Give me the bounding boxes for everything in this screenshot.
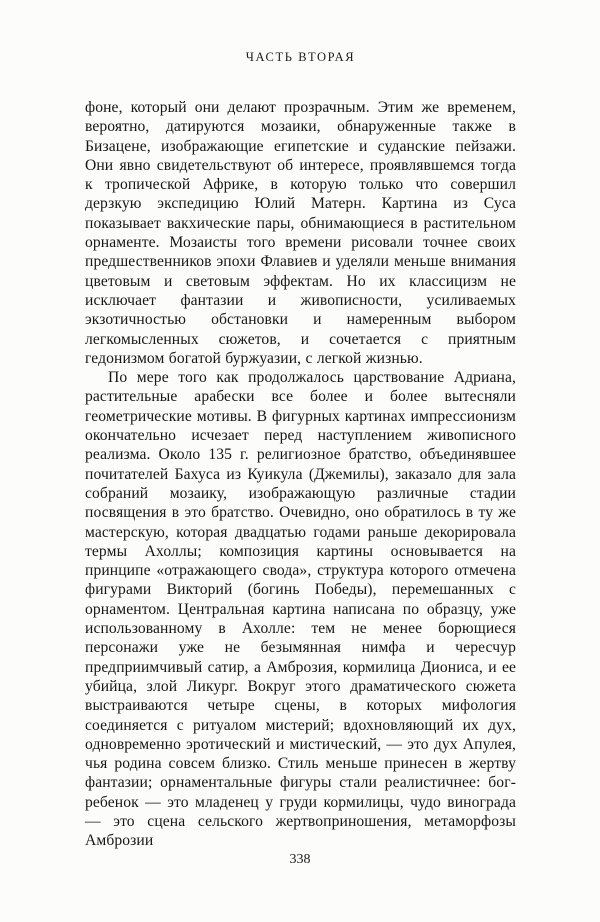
paragraph: фоне, который они делают прозрачным. Этим же временем, вероятно, датируются мозаики, обнаруженные также в Бизацене, изображающие египетские и суданские пейзажи. Они явно свидетельствуют об интересе, проявлявшемся тогда к тропической Африке, в которую только что совершил дерзкую экспедицию Юлий Матерн. Картина из Суса показывает вакхические пары, обнимающиеся в растительном орнаменте. Мозаисты того времени рисовали точнее своих предшественников эпохи Флавиев и уделяли меньше внимания цветовым и световым эффектам. Но их классицизм не исключает фантазии и живописности, усиливаемых экзотичностью обстановки и намеренным выбором легкомысленных сюжетов, и сочетается с приятным гедонизмом богатой буржуазии, с легкой жизнью. xyxy=(85,99,516,367)
page-number: 338 xyxy=(289,852,311,867)
paragraph: По мере того как продолжалось царствование Адриана, растительные арабески все более и более вытесняли геометрические мотивы. В фигурных картинах импрессионизм окончательно исчезает перед наступлением живописного реализма. Около 135 г. религиозное братство, объединявшее почитателей Бахуса из Куикула (Джемилы), заказало для зала собраний мозаику, изображающую различные стадии посвящения в это братство. Очевидно, оно обратилось в ту же мастерскую, которая двадцатью годами раньше декорировала термы Ахоллы; композиция картины основывается на принципе «отражающего свода», структура которого отмечена фигурами Викторий (богинь Победы), перемешанных с орнаментом. Центральная картина написана по образцу, уже использованному в Ахолле: тем не менее борющиеся персонажи уже не безымянная нимфа и чересчур предприимчивый сатир, а Амброзия, кормилица Диониса, и ее убийца, злой Ликург. Вокруг этого драматического сюжета выстраиваются четыре сцены, в которых мифология соединяется с ритуалом мистерий; вдохновляющий их дух, одновременно эротический и мистический, — это дух Апулея, чья родина совсем близко. Стиль меньше принесен в жертву фантазии; орнаментальные фигуры стали реалистичнее: бог-ребенок — это младенец у груди кормилицы, чудо винограда — это сцена сельского жертвоприношения, метаморфозы Амброзии xyxy=(85,369,516,850)
text-block xyxy=(85,98,516,851)
running-header: ЧАСТЬ ВТОРАЯ xyxy=(245,50,356,64)
